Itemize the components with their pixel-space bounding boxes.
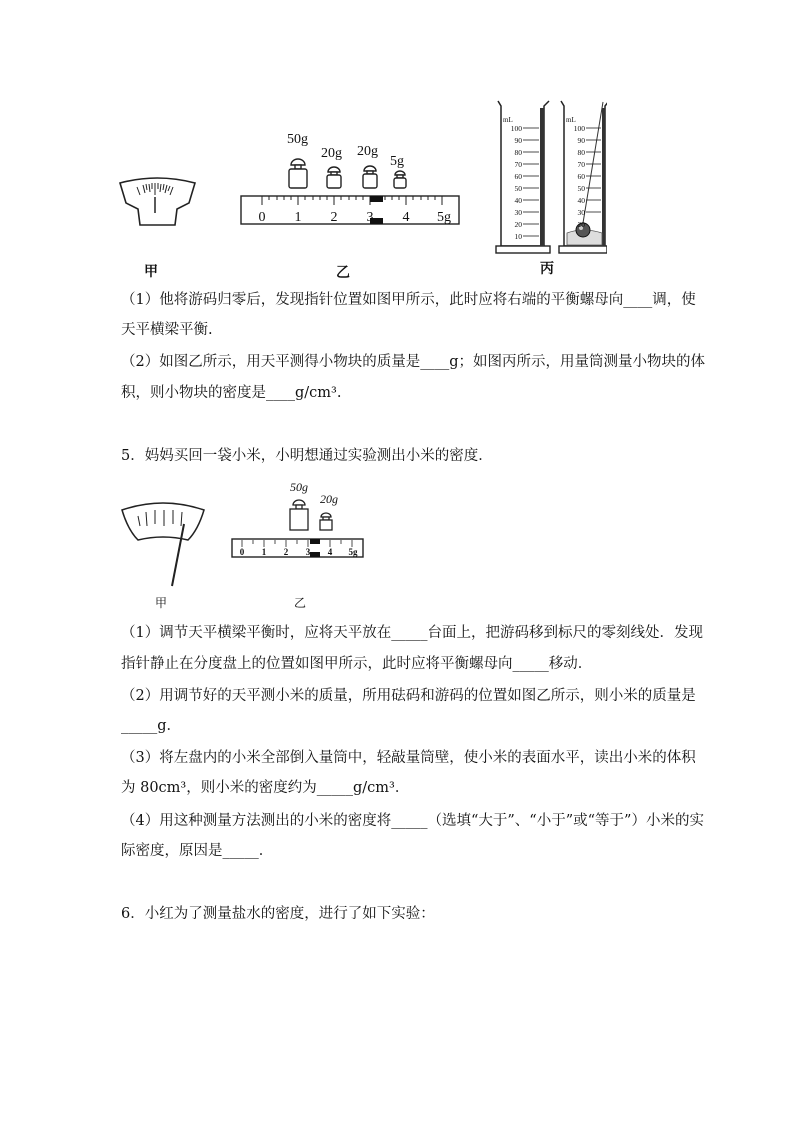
figure-label-yi: 乙: [336, 265, 350, 281]
q4-part1: （1）他将游码归零后，发现指针位置如图甲所示，此时应将右端的平衡螺母向____调，使: [121, 292, 696, 308]
svg-text:20: 20: [514, 220, 522, 229]
svg-text:50: 50: [577, 184, 585, 193]
q5-title: 5．妈妈买回一袋小米，小明想通过实验测出小米的密度．: [121, 448, 493, 464]
svg-text:20: 20: [577, 220, 585, 229]
q5-weight-label-50g: 50g: [290, 480, 308, 494]
svg-text:10: 10: [514, 232, 522, 241]
weight-label-20g-b: 20g: [357, 144, 378, 159]
q4-part1-cont: 天平横梁平衡.: [121, 322, 213, 338]
weight-label-50g: 50g: [287, 132, 308, 147]
svg-text:40: 40: [577, 196, 585, 205]
cylinder-scale-left: [511, 124, 523, 241]
svg-text:30: 30: [577, 208, 585, 217]
cylinder-scale-right: [574, 124, 586, 229]
q5-part1: （1）调节天平横梁平衡时，应将天平放在_____台面上，把游码移到标尺的零刻线处．发现: [121, 625, 703, 641]
balance-dial-jia: [115, 175, 200, 245]
q5-part4-cont: 际密度，原因是_____．: [121, 843, 274, 859]
ruler-tick-5g: 5g: [437, 210, 451, 225]
figure-label-bing: 丙: [540, 261, 554, 277]
q5-part2-cont: _____g．: [121, 718, 182, 734]
ruler-tick-4: 4: [402, 210, 410, 225]
ruler-tick-3: 3: [366, 210, 374, 225]
rider-top: [370, 196, 383, 202]
svg-text:70: 70: [514, 160, 522, 169]
graduated-cylinders-bing: [495, 98, 607, 258]
q5-part4: （4）用这种测量方法测出的小米的密度将_____（选填“大于”、“小于”或“等于”）小米的实: [121, 813, 704, 829]
q5-part1-cont: 指针静止在分度盘上的位置如图甲所示，此时应将平衡螺母向_____移动．: [121, 656, 593, 672]
weight-label-20g-a: 20g: [321, 146, 342, 161]
svg-text:80: 80: [514, 148, 522, 157]
cylinder-unit-right: mL: [566, 116, 576, 124]
ruler-tick-1: 1: [294, 210, 302, 225]
svg-text:90: 90: [577, 136, 585, 145]
q5-figure-label-yi: 乙: [294, 596, 307, 610]
q5-ruler-tick-1: 1: [261, 547, 267, 557]
q5-ruler-tick-5g: 5g: [348, 547, 358, 557]
svg-text:100: 100: [573, 124, 585, 133]
svg-text:60: 60: [514, 172, 522, 181]
svg-text:40: 40: [514, 196, 522, 205]
weight-icons: [289, 159, 406, 188]
svg-text:60: 60: [577, 172, 585, 181]
ruler-tick-0: 0: [258, 210, 266, 225]
ruler-tick-2: 2: [330, 210, 338, 225]
q5-ruler-tick-0: 0: [239, 547, 245, 557]
svg-text:90: 90: [514, 136, 522, 145]
q5-figure-label-jia: 甲: [155, 596, 168, 610]
q5-part3: （3）将左盘内的小米全部倒入量筒中，轻敲量筒壁，使小米的表面水平，读出小米的体积: [121, 750, 696, 766]
q5-part2: （2）用调节好的天平测小米的质量，所用砝码和游码的位置如图乙所示，则小米的质量是: [121, 688, 696, 704]
q5-ruler-tick-3: 3: [305, 547, 311, 557]
q4-part2: （2）如图乙所示，用天平测得小物块的质量是____g；如图丙所示，用量筒测量小物块的体: [121, 354, 706, 370]
svg-text:30: 30: [514, 208, 522, 217]
weight-label-5g: 5g: [390, 154, 404, 169]
q5-ruler-tick-2: 2: [283, 547, 289, 557]
q5-weight-label-20g: 20g: [320, 492, 338, 506]
svg-text:70: 70: [577, 160, 585, 169]
q6-title: 6．小红为了测量盐水的密度，进行了如下实验：: [121, 906, 435, 922]
svg-text:50: 50: [514, 184, 522, 193]
figure-label-jia: 甲: [144, 264, 158, 280]
cylinder-unit-left: mL: [503, 116, 513, 124]
q5-part3-cont: 为 80cm³，则小米的密度约为_____g/cm³．: [121, 780, 410, 796]
q4-part2-cont: 积，则小物块的密度是____g/cm³.: [121, 385, 342, 401]
q5-ruler-tick-4: 4: [327, 547, 333, 557]
svg-text:100: 100: [510, 124, 522, 133]
svg-text:80: 80: [577, 148, 585, 157]
weights-and-rider-ruler: [240, 150, 462, 228]
q5-weights-and-rider-ruler: [231, 495, 365, 563]
balance-dial-q5-jia: [118, 500, 210, 590]
